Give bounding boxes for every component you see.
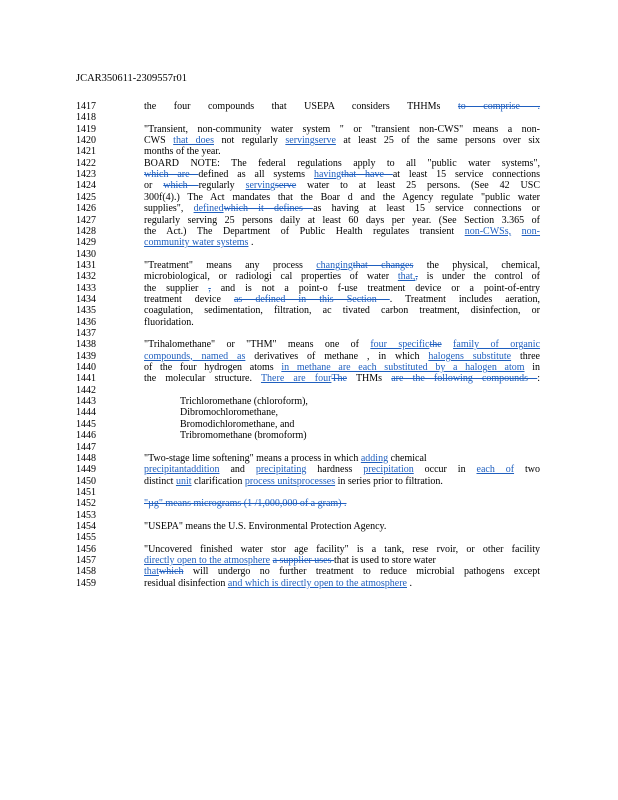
- text-run: "Transient, non-community water system " or "transient non-CWS" means a non-: [144, 123, 540, 135]
- text-run: or: [144, 180, 164, 192]
- text-run: coagulation, sedimentation, filtration, ac tivated carbon treatment, disinfection, or: [144, 305, 540, 317]
- document-text-line: [144, 305, 540, 316]
- text-run: as having at least 15 service connections or: [313, 203, 541, 215]
- line-number: 1429: [76, 237, 96, 249]
- line-number: 1446: [76, 430, 96, 442]
- inserted-text: family of organic: [453, 339, 541, 351]
- line-number: 1441: [76, 373, 96, 385]
- line-number: 1425: [76, 191, 96, 203]
- line-number: 1459: [76, 577, 96, 589]
- line-number: 1427: [76, 214, 96, 226]
- text-run: residual disinfection: [144, 577, 228, 589]
- text-run: and: [219, 464, 256, 476]
- text-run: that is used to store water: [333, 555, 436, 566]
- line-number: 1456: [76, 543, 96, 555]
- inserted-text: changing: [316, 259, 353, 271]
- inserted-text: precipitation: [363, 464, 414, 476]
- inserted-text: four specific: [370, 339, 430, 351]
- text-run: treatment device: [144, 293, 234, 305]
- line-number: 1434: [76, 293, 96, 305]
- line-number: 1444: [76, 407, 96, 419]
- text-run: is under the control of: [417, 271, 540, 283]
- inserted-text: non-: [521, 225, 541, 237]
- document-text-line: [180, 419, 370, 430]
- text-run: "Uncovered finished water stor age facility" is a tank, rese rvoir, or other facility: [144, 543, 540, 555]
- inserted-text: processes: [296, 475, 336, 487]
- line-number: 1454: [76, 520, 96, 532]
- document-text-line: [180, 407, 370, 418]
- text-run: will undergo no further treatment to reduce microbial pathogens except: [183, 566, 540, 578]
- inserted-text: in methane are each substituted by a halogen atom: [281, 362, 525, 374]
- inserted-text: precipitant: [144, 464, 187, 476]
- line-number: 1442: [76, 384, 96, 396]
- document-text-line: [144, 271, 540, 282]
- line-number: 1418: [76, 112, 96, 124]
- text-run: .: [407, 577, 412, 589]
- document-text-line: [144, 226, 540, 237]
- deleted-text: which: [163, 180, 199, 192]
- text-run: months of the year.: [144, 146, 221, 158]
- text-run: not regularly: [214, 135, 286, 147]
- text-run: Trichloromethane (chloroform),: [180, 396, 308, 408]
- inserted-text: and which is directly open to the atmosphere: [227, 577, 407, 589]
- line-number: 1424: [76, 180, 96, 192]
- line-number: 1419: [76, 123, 96, 135]
- deleted-text: which: [159, 566, 184, 578]
- document-text-line: [180, 396, 370, 407]
- text-run: microbiological, or radiologi cal properties of water: [144, 271, 398, 283]
- text-run: derivatives of methane , in which: [245, 350, 429, 362]
- text-run: CWS: [144, 135, 174, 147]
- document-text-line: [144, 453, 540, 464]
- line-number: 1451: [76, 486, 96, 498]
- inserted-text: community water systems: [144, 237, 249, 249]
- deleted-text: as defined in this Section: [233, 293, 390, 305]
- text-run: 300f(4).) The Act mandates that the Boar d and the Agency regulate "public water: [144, 191, 540, 203]
- document-text-line: [144, 146, 540, 157]
- deleted-text: which it defines: [223, 203, 314, 215]
- text-run: [511, 226, 522, 237]
- text-run: distinct: [144, 475, 176, 487]
- line-number: 1423: [76, 169, 96, 181]
- text-run: of the four hydrogen atoms: [144, 362, 282, 374]
- line-number: 1440: [76, 362, 96, 374]
- text-run: regularly serving 25 persons daily at least 60 days per year. (See Section 3.365 of: [144, 214, 540, 226]
- deleted-text: which are: [144, 169, 199, 181]
- text-run: .: [248, 237, 254, 249]
- document-text-line: [144, 215, 540, 226]
- document-text-line: [144, 362, 540, 373]
- document-text-line: [144, 351, 540, 362]
- inserted-text: process units: [244, 475, 297, 487]
- line-number: 1452: [76, 498, 96, 510]
- text-run: chemical: [388, 452, 427, 464]
- text-run: "Trihalomethane" or "THM" means one of: [144, 339, 371, 351]
- document-text-line: [144, 203, 540, 214]
- document-text-line: [144, 498, 540, 509]
- inserted-text: defined: [193, 203, 224, 215]
- line-number: 1420: [76, 135, 96, 147]
- inserted-text: that does: [173, 135, 214, 147]
- inserted-text: servingserve: [285, 135, 336, 147]
- line-number: 1436: [76, 316, 96, 328]
- document-text-line: [144, 158, 540, 169]
- text-run: THMs: [346, 373, 392, 385]
- text-run: at least 15 service connections: [392, 169, 540, 181]
- text-run: "Two-stage lime softening" means a process in which: [144, 452, 361, 464]
- line-number: 1447: [76, 441, 96, 453]
- line-number: 1432: [76, 271, 96, 283]
- line-number: 1458: [76, 566, 96, 578]
- deleted-text: the: [429, 339, 442, 351]
- text-run: hardness: [306, 464, 364, 476]
- line-number: 1430: [76, 248, 96, 260]
- document-text-line: [180, 430, 370, 441]
- deleted-text: ,: [208, 282, 211, 294]
- deleted-text: to comprise .: [457, 101, 541, 112]
- text-run: water to at least 25 persons. (See 42 USC: [296, 180, 540, 192]
- inserted-text: unit: [175, 475, 192, 487]
- text-run: clarification: [191, 475, 245, 487]
- line-number: 1438: [76, 339, 96, 351]
- line-number: 1450: [76, 475, 96, 487]
- line-number: 1443: [76, 396, 96, 408]
- text-run: the physical, chemical,: [413, 259, 540, 271]
- document-text-line: [144, 260, 540, 271]
- text-run: regularly: [198, 180, 246, 192]
- line-number: 1448: [76, 452, 96, 464]
- deleted-text: serve: [275, 180, 297, 192]
- document-text-line: [144, 544, 540, 555]
- document-text-line: [144, 373, 540, 384]
- document-text-line: [144, 464, 540, 475]
- text-run: :: [537, 373, 541, 385]
- line-number: 1449: [76, 464, 96, 476]
- line-number: 1453: [76, 509, 96, 521]
- inserted-text: compounds, named as: [144, 350, 246, 362]
- document-text-line: [144, 476, 540, 487]
- line-number: 1455: [76, 532, 96, 544]
- text-run: [442, 339, 453, 350]
- text-run: and is not a point-o f-use treatment device or a point-of-entry: [210, 282, 541, 294]
- inserted-text: There are four: [260, 373, 332, 385]
- inserted-text: that: [144, 566, 159, 578]
- text-run: "Treatment" means any process: [144, 259, 317, 271]
- document-text-line: [144, 169, 540, 180]
- text-run: Tribromomethane (bromoform): [180, 430, 307, 442]
- inserted-text: having: [313, 169, 342, 181]
- text-run: occur in: [413, 464, 477, 476]
- text-run: at least 25 of the same persons over six: [335, 135, 540, 147]
- inserted-text: halogens substitute: [428, 350, 512, 362]
- text-run: the Act.) The Department of Public Health regulates transient: [144, 225, 465, 237]
- text-run: fluoridation.: [144, 316, 194, 328]
- line-number: 1445: [76, 418, 96, 430]
- document-text-line: [144, 339, 540, 350]
- inserted-text: each of: [476, 464, 515, 476]
- document-text-line: [144, 237, 540, 248]
- text-run: the four compounds that USEPA considers THHMs: [144, 101, 458, 112]
- line-number: 1422: [76, 157, 96, 169]
- text-run: the supplier: [144, 282, 209, 294]
- deleted-text: "µg" means micrograms (1 /1,000,000 of a gram) .: [144, 498, 347, 510]
- line-number: 1437: [76, 328, 96, 339]
- document-text-line: [144, 294, 540, 305]
- inserted-text: adding: [360, 452, 389, 464]
- document-text-line: [144, 192, 540, 203]
- line-number: 1431: [76, 259, 96, 271]
- document-text-line: [144, 101, 540, 112]
- line-number: 1433: [76, 282, 96, 294]
- text-run: defined as all systems: [198, 169, 314, 181]
- text-run: three: [511, 350, 540, 362]
- deleted-text: that changes: [352, 259, 414, 271]
- document-text-line: [144, 555, 540, 566]
- document-id-header: JCAR350611-2309557r01: [76, 73, 188, 84]
- deleted-text: are the following compounds: [391, 373, 538, 385]
- line-number: 1457: [76, 555, 96, 566]
- document-text-line: [144, 521, 540, 532]
- text-run: Bromodichloromethane, and: [180, 418, 295, 430]
- text-run: two: [514, 464, 540, 476]
- text-run: BOARD NOTE: The federal regulations apply to all "public water systems",: [144, 157, 540, 169]
- text-run: . Treatment includes aeration,: [389, 293, 540, 305]
- line-number: 1417: [76, 101, 96, 112]
- text-run: supplies",: [144, 203, 194, 215]
- deleted-text: ,: [415, 271, 418, 283]
- text-run: in: [524, 362, 540, 374]
- inserted-text: precipitating: [255, 464, 307, 476]
- inserted-text: that,: [397, 271, 416, 283]
- line-number: 1426: [76, 203, 96, 215]
- inserted-text: non-CWSs,: [464, 225, 512, 237]
- line-number: 1435: [76, 305, 96, 317]
- line-number: 1421: [76, 146, 96, 158]
- document-text-line: [144, 180, 540, 191]
- document-text-line: [144, 124, 540, 135]
- text-run: Dibromochloromethane,: [180, 407, 279, 419]
- line-number: 1428: [76, 225, 96, 237]
- document-text-line: [144, 317, 540, 328]
- document-text-line: [144, 283, 540, 294]
- inserted-text: serving: [245, 180, 276, 192]
- line-number: 1439: [76, 350, 96, 362]
- deleted-text: a supplier uses: [272, 555, 334, 566]
- inserted-text: addition: [186, 464, 220, 476]
- deleted-text: The: [331, 373, 347, 385]
- text-run: "USEPA" means the U.S. Environmental Protection Agency.: [144, 520, 387, 532]
- document-text-line: [144, 566, 540, 577]
- deleted-text: that have: [341, 169, 393, 181]
- text-run: in series prior to filtration.: [335, 475, 443, 487]
- inserted-text: directly open to the atmosphere: [144, 555, 271, 566]
- document-text-line: [144, 578, 540, 589]
- document-text-line: [144, 135, 540, 146]
- text-run: the molecular structure.: [144, 373, 261, 385]
